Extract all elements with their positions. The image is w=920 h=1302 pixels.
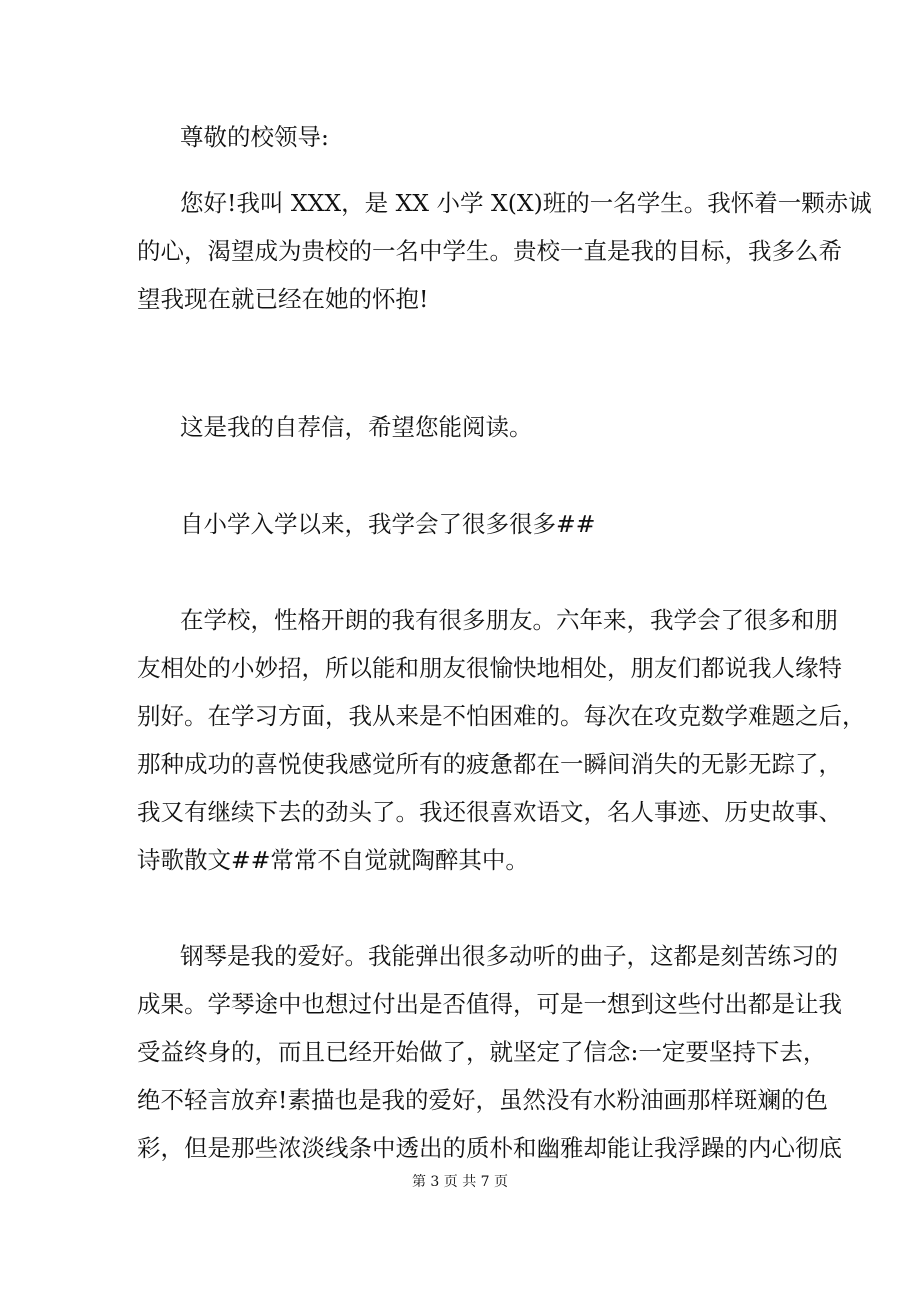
paragraph-5-line-4: 绝不轻言放弃!素描也是我的爱好，虽然没有水粉油画那样斑斓的色 <box>137 1086 828 1114</box>
paragraph-5-line-3: 受益终身的，而且已经开始做了，就坚定了信念:一定要坚持下去， <box>137 1038 827 1066</box>
paragraph-5-line-5: 彩，但是那些浓淡线条中透出的质朴和幽雅却能让我浮躁的内心彻底 <box>137 1134 842 1162</box>
paragraph-5-line-1: 钢琴是我的爱好。我能弹出很多动听的曲子，这都是刻苦练习的 <box>180 942 838 970</box>
paragraph-4-line-3: 别好。在学习方面，我从来是不怕困难的。每次在攻克数学难题之后， <box>137 702 866 730</box>
paragraph-4-line-5: 我又有继续下去的劲头了。我还很喜欢语文，名人事迹、历史故事、 <box>137 798 842 826</box>
paragraph-4-line-2: 友相处的小妙招，所以能和朋友很愉快地相处，朋友们都说我人缘特 <box>137 654 842 682</box>
paragraph-1-line-3: 望我现在就已经在她的怀抱! <box>137 285 429 313</box>
paragraph-1-line-2: 的心，渴望成为贵校的一名中学生。贵校一直是我的目标，我多么希 <box>137 237 842 265</box>
paragraph-4-line-4: 那种成功的喜悦使我感觉所有的疲惫都在一瞬间消失的无影无踪了， <box>137 750 842 778</box>
paragraph-2: 这是我的自荐信，希望您能阅读。 <box>180 413 533 441</box>
paragraph-4-line-6: 诗歌散文##常常不自觉就陶醉其中。 <box>137 846 529 874</box>
paragraph-1-line-1: 您好!我叫 XXX，是 XX 小学 X(X)班的一名学生。我怀着一颗赤诚 <box>180 189 872 217</box>
page-number-footer: 第 3 页 共 7 页 <box>411 1174 509 1190</box>
paragraph-3: 自小学入学以来，我学会了很多很多## <box>180 510 596 538</box>
paragraph-5-line-2: 成果。学琴途中也想过付出是否值得，可是一想到这些付出都是让我 <box>137 990 842 1018</box>
paragraph-4-line-1: 在学校，性格开朗的我有很多朋友。六年来，我学会了很多和朋 <box>180 606 838 634</box>
salutation: 尊敬的校领导: <box>180 123 329 151</box>
